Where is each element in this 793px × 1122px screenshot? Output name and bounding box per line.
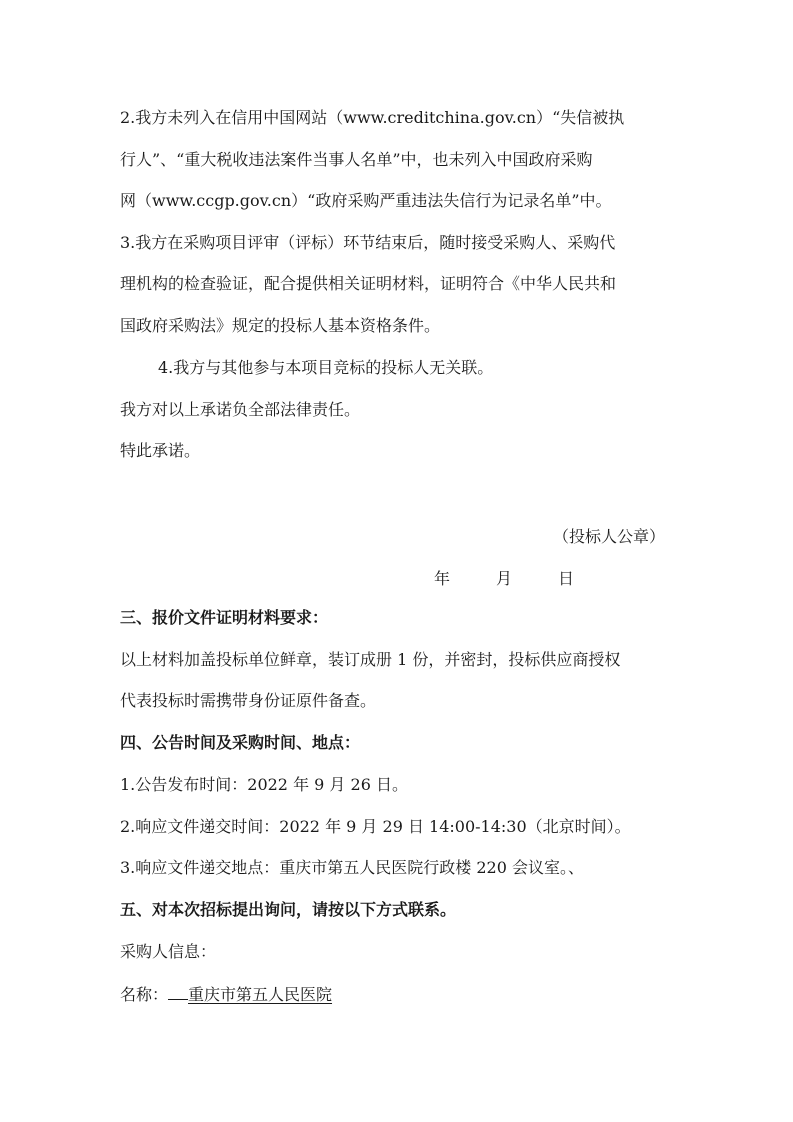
section-3-heading: 三、报价文件证明材料要求：: [120, 608, 329, 627]
section-3-line-2: 代表投标时需携带身份证原件备查。: [120, 691, 377, 710]
purchaser-name-label: 名称：: [120, 985, 169, 1004]
bidder-seal-label: （投标人公章）: [552, 527, 665, 546]
commitment-4: 4.我方与其他参与本项目竞标的投标人无关联。: [158, 358, 494, 377]
submission-location: 3.响应文件递交地点：重庆市第五人民医院行政楼 220 会议室。、: [120, 858, 584, 877]
date-day-label: 日: [558, 569, 575, 588]
announcement-time: 1.公告发布时间：2022 年 9 月 26 日。: [120, 775, 408, 794]
commitment-2-line-1: 2.我方未列入在信用中国网站（www.creditchina.gov.cn）“失信被执: [120, 108, 625, 127]
underline-spacer: [168, 983, 188, 1000]
section-4-heading: 四、公告时间及采购时间、地点：: [120, 733, 361, 752]
date-month-label: 月: [496, 569, 513, 588]
commitment-2-line-3: 网（www.ccgp.gov.cn）“政府采购严重违法失信行为记录名单”中。: [120, 191, 612, 210]
commitment-2-line-2: 行人”、“重大税收违法案件当事人名单”中，也未列入中国政府采购: [120, 150, 593, 169]
date-year-label: 年: [434, 569, 451, 588]
purchaser-name-row: [120, 983, 332, 1005]
purchaser-info-label: 采购人信息：: [120, 942, 217, 961]
commitment-3-line-1: 3.我方在采购项目评审（评标）环节结束后，随时接受采购人、采购代: [120, 233, 616, 252]
section-3-line-1: 以上材料加盖投标单位鲜章，装订成册 1 份，并密封，投标供应商授权: [120, 650, 621, 669]
submission-time: 2.响应文件递交时间：2022 年 9 月 29 日 14:00-14:30（北京时间）。: [120, 817, 631, 836]
purchaser-name-value: 重庆市第五人民医院: [188, 985, 333, 1004]
section-5-heading: 五、对本次招标提出询问，请按以下方式联系。: [120, 900, 457, 919]
closing-statement: 特此承诺。: [120, 441, 201, 460]
commitment-3-line-3: 国政府采购法》规定的投标人基本资格条件。: [120, 316, 441, 335]
responsibility-statement: 我方对以上承诺负全部法律责任。: [120, 400, 361, 419]
signature-date: [434, 566, 574, 589]
commitment-3-line-2: 理机构的检查验证，配合提供相关证明材料，证明符合《中华人民共和: [120, 274, 617, 293]
